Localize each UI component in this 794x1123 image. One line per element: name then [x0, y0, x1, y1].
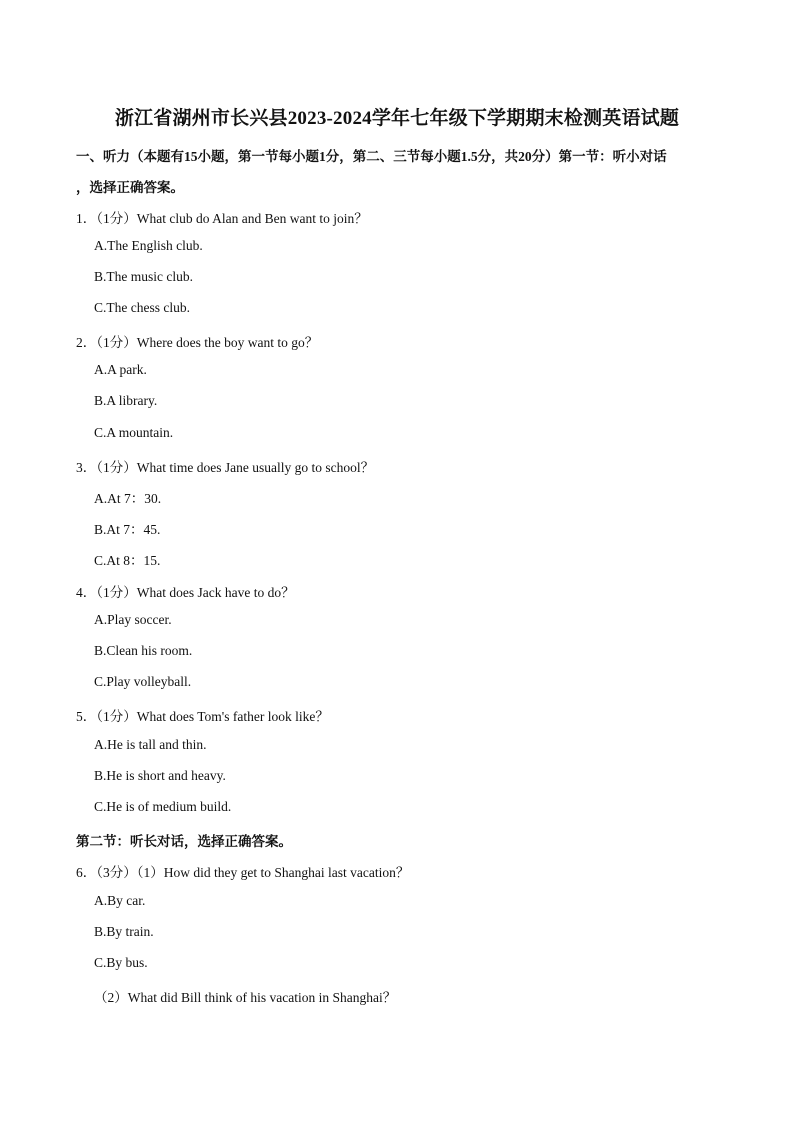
question-5-option-a: A.He is tall and thin.	[94, 737, 207, 752]
question-6-option-c: C.By bus.	[94, 955, 148, 970]
question-3: 3．（1分）What time does Jane usually go to school？	[76, 460, 375, 475]
question-5: 5．（1分）What does Tom's father look like？	[76, 709, 329, 724]
question-2: 2．（1分）Where does the boy want to go？	[76, 335, 319, 350]
question-6-option-b: B.By train.	[94, 924, 154, 939]
question-2-option-b: B.A library.	[94, 393, 158, 408]
question-6: 6．（3分）（1）How did they get to Shanghai last vacation？	[76, 865, 410, 880]
question-6-option-a: A.By car.	[94, 893, 146, 908]
question-6-sub-2: （2）What did Bill think of his vacation in Shanghai？	[94, 990, 397, 1005]
section-2-heading: 第二节：听长对话，选择正确答案。	[76, 834, 292, 849]
question-5-option-b: B.He is short and heavy.	[94, 768, 226, 783]
question-1-option-c: C.The chess club.	[94, 300, 190, 315]
question-1-option-b: B.The music club.	[94, 269, 193, 284]
section-1-heading-line2: ，选择正确答案。	[76, 180, 184, 195]
question-3-option-c: C.At 8：15.	[94, 553, 161, 568]
section-1-heading-line1: 一、听力（本题有15小题，第一节每小题1分，第二、三节每小题1.5分，共20分）第一节：听小对话	[76, 149, 667, 164]
question-4-option-c: C.Play volleyball.	[94, 674, 192, 689]
question-2-option-c: C.A mountain.	[94, 425, 174, 440]
question-5-option-c: C.He is of medium build.	[94, 799, 232, 814]
page-title: 浙江省湖州市长兴县2023-2024学年七年级下学期期末检测英语试题	[114, 108, 680, 129]
question-1-option-a: A.The English club.	[94, 238, 203, 253]
question-4: 4．（1分）What does Jack have to do？	[76, 585, 295, 600]
question-4-option-b: B.Clean his room.	[94, 643, 193, 658]
question-2-option-a: A.A park.	[94, 362, 147, 377]
question-3-option-a: A.At 7：30.	[94, 491, 162, 506]
question-3-option-b: B.At 7：45.	[94, 522, 161, 537]
question-1: 1．（1分）What club do Alan and Ben want to join？	[76, 211, 368, 226]
question-4-option-a: A.Play soccer.	[94, 612, 172, 627]
